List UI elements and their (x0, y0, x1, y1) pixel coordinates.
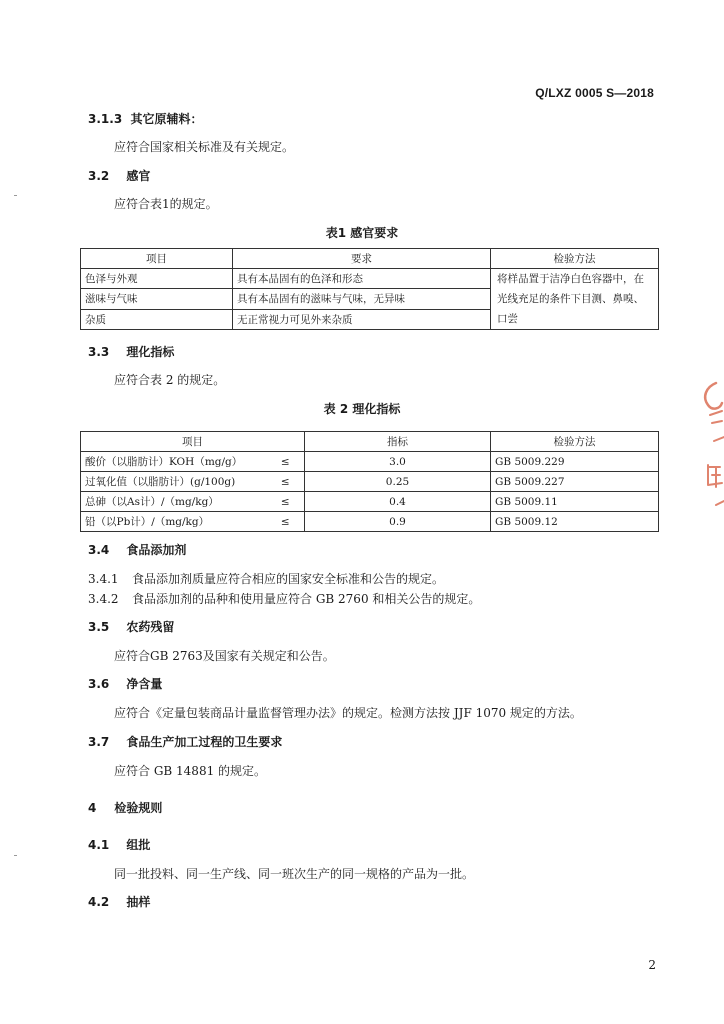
section-3-1-3-heading (88, 110, 203, 127)
section-3-3-text: 应符合表 2 的规定。 (114, 373, 226, 387)
section-title: 食品添加剂 (126, 543, 187, 557)
section-3-5-text: 应符合GB 2763及国家有关规定和公告。 (114, 649, 335, 663)
section-number: 4.2 (88, 895, 110, 909)
section-3-7-text: 应符合 GB 14881 的规定。 (114, 764, 267, 778)
section-3-2-heading (88, 167, 150, 184)
table-header-cell: 检验方法 (491, 432, 659, 452)
table-header-row (81, 432, 659, 452)
requirement-cell: 具有本品固有的滋味与气味，无异味 (233, 289, 491, 309)
section-title: 组批 (126, 838, 151, 852)
table1-caption: 表1 感官要求 (325, 226, 399, 240)
item-cell: 总砷（以As计）/（mg/kg） (81, 492, 267, 512)
section-3-4-2 (88, 590, 480, 607)
section-title: 其它原辅料： (130, 112, 203, 126)
section-3-7-heading (88, 733, 282, 750)
value-cell: 0.4 (305, 492, 491, 512)
requirement-cell: 无正常视力可见外来杂质 (233, 309, 491, 329)
table-header-cell: 检验方法 (491, 249, 659, 269)
section-title: 农药残留 (126, 620, 175, 634)
item-cell: 滋味与气味 (81, 289, 233, 309)
value-cell: 0.9 (305, 512, 491, 532)
scan-mark (14, 855, 17, 856)
section-3-3-heading (88, 343, 174, 360)
table-row (81, 452, 659, 472)
table-header-row (81, 249, 659, 269)
section-number: 3.3 (88, 345, 110, 359)
item-cell: 色泽与外观 (81, 269, 233, 289)
item-cell: 杂质 (81, 309, 233, 329)
section-number: 4 (88, 801, 97, 815)
section-3-4-heading (88, 541, 186, 558)
item-cell: 酸价（以脂肪计）KOH（mg/g） (81, 452, 267, 472)
table-row (81, 512, 659, 532)
section-number: 3.1.3 (88, 112, 123, 126)
scan-mark (14, 195, 17, 196)
section-title: 检验规则 (114, 801, 163, 815)
section-title: 净含量 (126, 677, 163, 691)
clause-number: 3.4.2 (88, 592, 119, 606)
section-number: 3.5 (88, 620, 110, 634)
value-cell: 3.0 (305, 452, 491, 472)
value-cell: 0.25 (305, 472, 491, 492)
item-cell: 铅（以Pb计）/（mg/kg） (81, 512, 267, 532)
operator-cell: ≤ (267, 452, 305, 472)
requirement-cell: 具有本品固有的色泽和形态 (233, 269, 491, 289)
table2-caption: 表 2 理化指标 (323, 402, 401, 416)
table-header-cell: 项目 (81, 249, 233, 269)
section-title: 抽样 (126, 895, 151, 909)
section-4-1-heading (88, 836, 150, 853)
table-header-cell: 指标 (305, 432, 491, 452)
table-header-cell: 要求 (233, 249, 491, 269)
section-3-4-1 (88, 570, 444, 587)
method-cell: GB 5009.11 (491, 492, 659, 512)
table-header-cell: 项目 (81, 432, 305, 452)
section-4-2-heading (88, 893, 150, 910)
section-number: 3.2 (88, 169, 110, 183)
operator-cell: ≤ (267, 512, 305, 532)
seal-stamp-fragment (694, 375, 724, 525)
sensory-requirements-table (80, 248, 659, 330)
clause-text: 食品添加剂质量应符合相应的国家安全标准和公告的规定。 (132, 572, 445, 586)
section-3-2-text: 应符合表1的规定。 (114, 197, 218, 211)
clause-number: 3.4.1 (88, 572, 119, 586)
section-number: 3.4 (88, 543, 110, 557)
table-row (81, 472, 659, 492)
operator-cell: ≤ (267, 472, 305, 492)
section-4-heading (88, 799, 162, 816)
section-3-6-heading (88, 675, 162, 692)
section-3-6-text: 应符合《定量包装商品计量监督管理办法》的规定。检测方法按 JJF 1070 规定的方法。 (114, 706, 582, 720)
section-title: 食品生产加工过程的卫生要求 (126, 735, 283, 749)
section-number: 3.7 (88, 735, 110, 749)
page-number: 2 (648, 958, 656, 972)
method-cell: GB 5009.227 (491, 472, 659, 492)
item-cell: 过氧化值（以脂肪计）(g/100g) (81, 472, 267, 492)
section-title: 感官 (126, 169, 151, 183)
section-number: 4.1 (88, 838, 110, 852)
document-code: Q/LXZ 0005 S—2018 (535, 86, 654, 100)
method-cell: GB 5009.229 (491, 452, 659, 472)
operator-cell: ≤ (267, 492, 305, 512)
section-3-5-heading (88, 618, 174, 635)
table-row (81, 492, 659, 512)
physicochemical-indicators-table (80, 431, 659, 532)
clause-text: 食品添加剂的品种和使用量应符合 GB 2760 和相关公告的规定。 (132, 592, 481, 606)
section-title: 理化指标 (126, 345, 175, 359)
inspection-method-cell: 将样品置于洁净白色容器中，在光线充足的条件下目测、鼻嗅、口尝 (491, 269, 659, 330)
method-cell: GB 5009.12 (491, 512, 659, 532)
table-row (81, 269, 659, 289)
section-3-1-3-text: 应符合国家相关标准及有关规定。 (114, 140, 295, 154)
section-number: 3.6 (88, 677, 110, 691)
section-4-1-text: 同一批投料、同一生产线、同一班次生产的同一规格的产品为一批。 (114, 867, 475, 881)
